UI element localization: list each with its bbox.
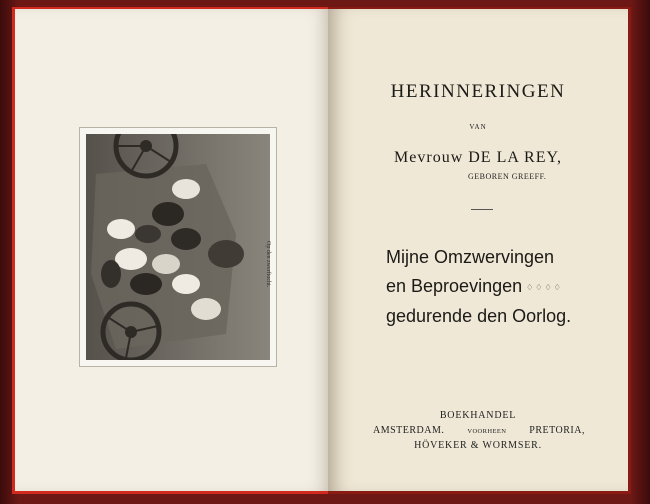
publisher-city-amsterdam: AMSTERDAM. (373, 425, 445, 436)
photograph-image (86, 134, 270, 360)
subtitle-line: Mijne Omzwervingen (386, 247, 555, 267)
author-name: Mevrouw DE LA REY, (394, 149, 562, 166)
photograph-frame (79, 127, 277, 367)
publisher-voorheen: VOORHEEN (467, 428, 507, 435)
subtitle (386, 243, 626, 331)
book-title: HERINNERINGEN (390, 81, 566, 102)
subtitle-line: gedurende den Oorlog. (386, 305, 572, 326)
photo-caption: Op den zwerftocht. (265, 241, 271, 288)
publisher-boekhandel: BOEKHANDEL (439, 410, 517, 421)
publisher-cities (373, 425, 585, 436)
maiden-name: GEBOREN GREEFF. (468, 172, 547, 181)
title-page (328, 7, 631, 494)
publisher-name: HÖVEKER & WORMSER. (414, 440, 542, 451)
publisher-city-pretoria: PRETORIA, (529, 425, 585, 436)
photograph (86, 134, 270, 360)
ornament-icon: ♢♢♢♢ (526, 282, 563, 292)
divider-rule (471, 209, 493, 210)
van-label: VAN (469, 123, 487, 131)
subtitle-line-with-ornament (386, 272, 626, 302)
left-page (12, 7, 331, 494)
subtitle-line: en Beproevingen (386, 276, 523, 296)
